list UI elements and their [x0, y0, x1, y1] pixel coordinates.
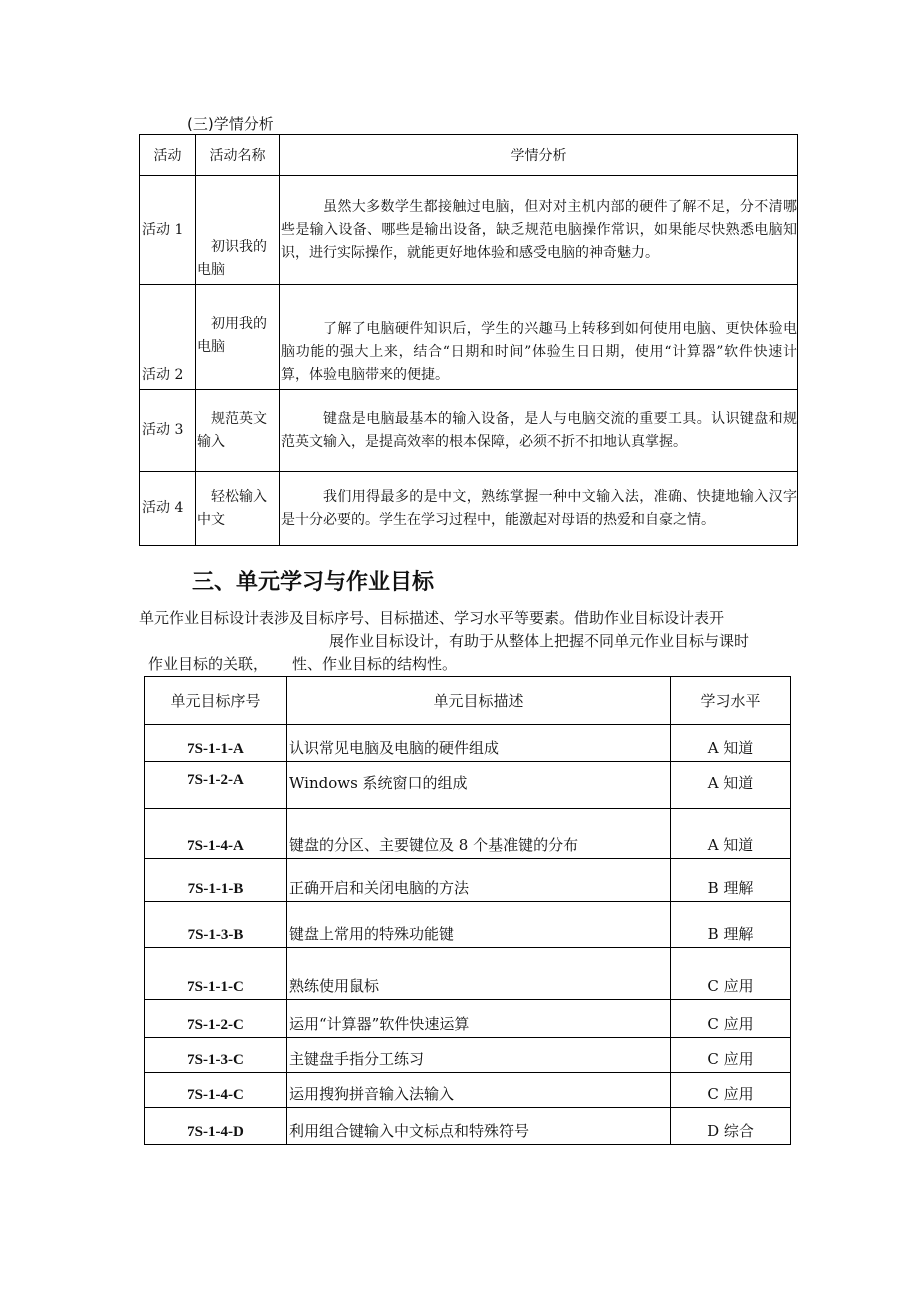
- section-title: 三、单元学习与作业目标: [192, 570, 435, 595]
- intro-line-2: 展作业目标设计，有助于从整体上把握不同单元作业目标与课时: [329, 632, 750, 650]
- table-row: [145, 902, 791, 948]
- goal-level: D 综合: [671, 1108, 791, 1145]
- goal-code: 7S-1-1-A: [145, 725, 287, 762]
- activity-name-cell: [196, 176, 280, 285]
- goal-level: A 知道: [671, 725, 791, 762]
- goal-desc: Windows 系统窗口的组成: [287, 762, 671, 809]
- learner-analysis-table: [139, 134, 798, 546]
- goal-desc: 运用“计算器”软件快速运算: [287, 1000, 671, 1038]
- header-activity-name: 活动名称: [196, 135, 280, 176]
- subsection-heading: (三)学情分析: [187, 115, 274, 133]
- table-header-row: [145, 677, 791, 725]
- header-goal-code: 单元目标序号: [145, 677, 287, 725]
- activity-cell: 活动 4: [140, 472, 196, 546]
- analysis-cell: [280, 472, 798, 546]
- table-row: [145, 1000, 791, 1038]
- activity-name-cell: [196, 390, 280, 472]
- table-row: [140, 472, 798, 546]
- table-row: [145, 809, 791, 859]
- goal-code: 7S-1-4-C: [145, 1073, 287, 1108]
- unit-goals-table: [144, 676, 791, 1145]
- table-row: [145, 1038, 791, 1073]
- goal-desc: 键盘的分区、主要键位及 8 个基准键的分布: [287, 809, 671, 859]
- table-header-row: [140, 135, 798, 176]
- intro-line-3b: 性、作业目标的结构性。: [292, 655, 458, 673]
- goal-code: 7S-1-4-A: [145, 809, 287, 859]
- goal-code: 7S-1-2-C: [145, 1000, 287, 1038]
- activity-name-cell: [196, 285, 280, 390]
- header-activity: 活动: [140, 135, 196, 176]
- header-analysis: 学情分析: [280, 135, 798, 176]
- goal-desc: 键盘上常用的特殊功能键: [287, 902, 671, 948]
- intro-line-3a: 作业目标的关联，: [148, 655, 269, 673]
- intro-line-1: 单元作业目标设计表涉及目标序号、目标描述、学习水平等要素。借助作业目标设计表开: [139, 609, 725, 627]
- activity-name-text: 轻松输入中文: [197, 488, 267, 528]
- table-row: [140, 176, 798, 285]
- goal-level: C 应用: [671, 1000, 791, 1038]
- analysis-text: 键盘是电脑最基本的输入设备，是人与电脑交流的重要工具。认识键盘和规范英文输入，是提高效率的根本保障，必须不折不扣地认真掌握。: [281, 410, 797, 450]
- activity-cell: 活动 1: [140, 176, 196, 285]
- table-row: [145, 1108, 791, 1145]
- analysis-text: 虽然大多数学生都接触过电脑，但对对主机内部的硬件了解不足，分不清哪些是输入设备、哪些是输出设备，缺乏规范电脑操作常识，如果能尽快熟悉电脑知识，进行实际操作，就能更好地体验和感受电脑的神奇魅力。: [281, 198, 797, 261]
- analysis-cell: [280, 285, 798, 390]
- goal-desc: 利用组合键输入中文标点和特殊符号: [287, 1108, 671, 1145]
- activity-cell: 活动 2: [140, 285, 196, 390]
- table-row: [145, 948, 791, 1000]
- goal-desc: 主键盘手指分工练习: [287, 1038, 671, 1073]
- goal-desc: 运用搜狗拼音输入法输入: [287, 1073, 671, 1108]
- table-row: [145, 762, 791, 809]
- goal-code: 7S-1-3-B: [145, 902, 287, 948]
- analysis-cell: [280, 390, 798, 472]
- analysis-text: 了解了电脑硬件知识后，学生的兴趣马上转移到如何使用电脑、更快体验电脑功能的强大上来，结合“日期和时间”体验生日日期，使用“计算器”软件快速计算，体验电脑带来的便捷。: [281, 321, 797, 383]
- goal-code: 7S-1-3-C: [145, 1038, 287, 1073]
- goal-code: 7S-1-1-B: [145, 859, 287, 902]
- table-row: [140, 285, 798, 390]
- header-level: 学习水平: [671, 677, 791, 725]
- goal-level: B 理解: [671, 859, 791, 902]
- goal-level: A 知道: [671, 809, 791, 859]
- goal-level: B 理解: [671, 902, 791, 948]
- header-goal-desc: 单元目标描述: [287, 677, 671, 725]
- analysis-text: 我们用得最多的是中文，熟练掌握一种中文输入法，准确、快捷地输入汉字是十分必要的。学生在学习过程中，能激起对母语的热爱和自豪之情。: [281, 488, 797, 528]
- goal-code: 7S-1-4-D: [145, 1108, 287, 1145]
- table-row: [145, 1073, 791, 1108]
- goal-level: A 知道: [671, 762, 791, 809]
- activity-name-text: 初识我的电脑: [197, 239, 267, 278]
- table-row: [145, 859, 791, 902]
- goal-desc: 熟练使用鼠标: [287, 948, 671, 1000]
- goal-level: C 应用: [671, 948, 791, 1000]
- goal-code: 7S-1-1-C: [145, 948, 287, 1000]
- table-row: [140, 390, 798, 472]
- goal-level: C 应用: [671, 1038, 791, 1073]
- goal-code: 7S-1-2-A: [145, 762, 287, 809]
- activity-name-text: 规范英文输入: [197, 410, 267, 450]
- analysis-cell: [280, 176, 798, 285]
- goal-desc: 正确开启和关闭电脑的方法: [287, 859, 671, 902]
- goal-desc: 认识常见电脑及电脑的硬件组成: [287, 725, 671, 762]
- goal-level: C 应用: [671, 1073, 791, 1108]
- activity-name-cell: [196, 472, 280, 546]
- activity-cell: 活动 3: [140, 390, 196, 472]
- table-row: [145, 725, 791, 762]
- activity-name-text: 初用我的电脑: [197, 316, 267, 355]
